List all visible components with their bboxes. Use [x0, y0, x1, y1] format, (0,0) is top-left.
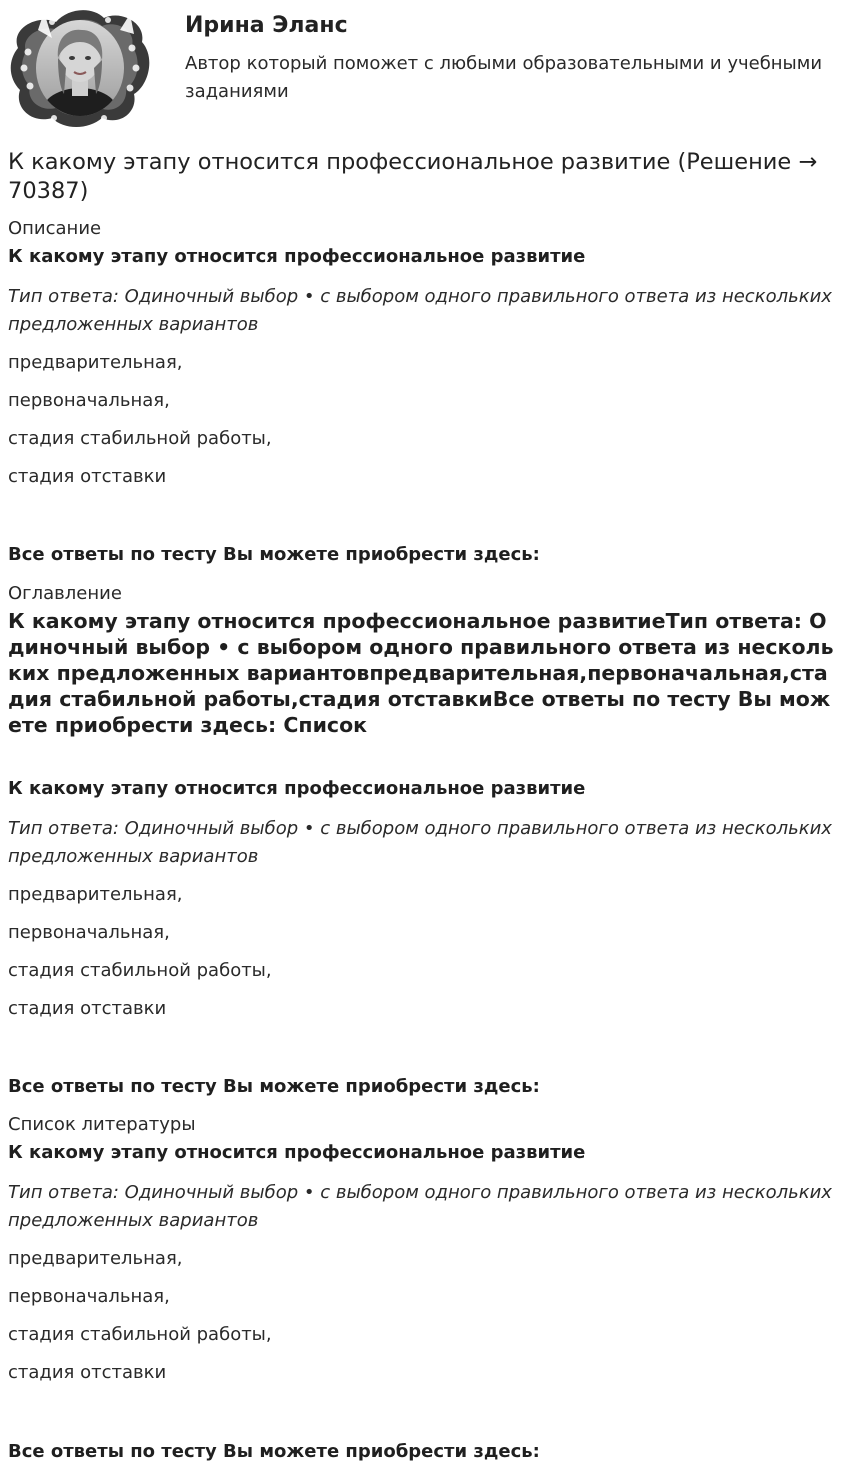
question-title: К какому этапу относится профессиональное развитие — [8, 246, 586, 267]
answer-option: стадия стабильной работы, — [8, 960, 272, 981]
answer-option: предварительная, — [8, 1248, 183, 1269]
section-label: Описание — [8, 218, 102, 239]
answer-option: первоначальная, — [8, 922, 170, 943]
author-description: Автор который поможет с любыми образовательными и учебными заданиями — [185, 53, 823, 102]
answer-option: первоначальная, — [8, 390, 170, 411]
answer-option: стадия отставки — [8, 1362, 167, 1383]
answer-option: предварительная, — [8, 352, 183, 373]
page-title: К какому этапу относится профессиональное развитие (Решение → 70387) — [8, 149, 818, 204]
answer-option: стадия стабильной работы, — [8, 428, 272, 449]
answer-option: предварительная, — [8, 884, 183, 905]
answer-option: первоначальная, — [8, 1286, 170, 1307]
toc-summary: К какому этапу относится профессиональное развитиеТип ответа: Одиночный выбор • с выбором одного правильного ответа из нескольких предложенных вариантовпредварительная,первоначальная,стадия стабильной работы,стадия отставкиВсе ответы по тесту Вы можете приобрести здесь: Список — [8, 609, 834, 737]
answer-options — [8, 881, 838, 1023]
answer-type: Тип ответа: Одиночный выбор • с выбором одного правильного ответа из нескольких предложенных вариантов — [8, 286, 832, 335]
toc-section — [8, 580, 838, 738]
buy-answers-text: Все ответы по тесту Вы можете приобрести здесь: — [8, 544, 540, 565]
answer-option: стадия отставки — [8, 998, 167, 1019]
author-header — [0, 0, 847, 130]
answer-option: стадия отставки — [8, 466, 167, 487]
question-title: К какому этапу относится профессиональное развитие — [8, 778, 586, 799]
question-title: К какому этапу относится профессиональное развитие — [8, 1142, 586, 1163]
section-label: Список литературы — [8, 1114, 196, 1135]
answer-type: Тип ответа: Одиночный выбор • с выбором одного правильного ответа из нескольких предложенных вариантов — [8, 818, 832, 867]
answer-options — [8, 1245, 838, 1387]
author-name[interactable]: Ирина Эланс — [185, 13, 348, 38]
buy-answers-text: Все ответы по тесту Вы можете приобрести здесь: — [8, 1441, 540, 1462]
description-section — [8, 215, 838, 501]
author-avatar[interactable] — [8, 8, 152, 128]
toc-question-block — [8, 775, 838, 1033]
answer-type: Тип ответа: Одиночный выбор • с выбором одного правильного ответа из нескольких предложенных вариантов — [8, 1182, 832, 1231]
section-label: Оглавление — [8, 583, 122, 604]
literature-section — [8, 1111, 838, 1397]
buy-answers-text: Все ответы по тесту Вы можете приобрести здесь: — [8, 1076, 540, 1097]
answer-option: стадия стабильной работы, — [8, 1324, 272, 1345]
answer-options — [8, 349, 838, 491]
